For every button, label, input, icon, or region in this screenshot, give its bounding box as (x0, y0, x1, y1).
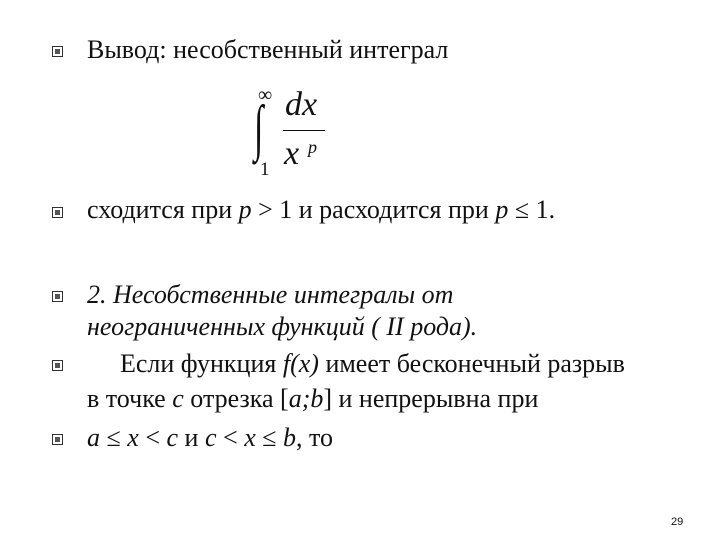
integral-upper-limit: ∞ (258, 84, 273, 106)
var-p: p (238, 195, 252, 224)
var-x: x (244, 423, 256, 452)
conclusion-text: Вывод: несобственный интеграл (87, 35, 449, 64)
inequality-line (87, 422, 333, 454)
var-a: a (87, 423, 100, 452)
section-heading-line1: 2. Несобственные интегралы от (87, 280, 454, 309)
text-seg: в точке (87, 384, 173, 413)
text-seg: > 1 и расходится при (251, 195, 496, 224)
var-p: p (495, 195, 509, 224)
fraction-numerator: dx (285, 86, 318, 123)
var-b: b (283, 423, 297, 452)
text-seg: отрезка [ (183, 384, 289, 413)
text-seg: ≤ (255, 423, 284, 452)
integral-sign: ∫ (254, 94, 264, 162)
section-heading-continuation (87, 311, 477, 343)
page-number: 29 (671, 516, 684, 528)
conclusion-heading (87, 34, 448, 66)
var-x: x (127, 423, 139, 452)
fraction-bar (283, 130, 325, 131)
var-ab: a;b (288, 384, 324, 413)
text-seg: ≤ (100, 423, 128, 452)
section-heading-line2: неограниченных функций ( II рода). (87, 312, 478, 341)
bullet-icon (52, 360, 63, 371)
convergence-statement (87, 194, 555, 226)
bullet-icon (52, 291, 63, 302)
text-seg: имеет бесконечный разрыв (318, 349, 625, 378)
var-c: c (166, 423, 179, 452)
text-seg: ≤ 1. (508, 195, 556, 224)
bullet-icon (52, 434, 63, 445)
text-seg: сходится при (87, 195, 239, 224)
fraction-denominator-exponent: p (308, 137, 317, 157)
improper-integral-formula (250, 85, 340, 180)
bullet-icon (52, 207, 63, 218)
var-fx: f(x) (282, 349, 319, 378)
text-seg: < (138, 423, 167, 452)
text-seg: Если функция (120, 349, 283, 378)
section-heading (87, 279, 453, 311)
text-seg: < (216, 423, 245, 452)
text-seg: и (178, 423, 205, 452)
fraction-denominator-base: x (284, 135, 300, 172)
var-c: c (172, 384, 184, 413)
integral-lower-limit: 1 (260, 159, 270, 180)
bullet-icon (52, 46, 63, 57)
text-seg: , то (296, 423, 334, 452)
var-c: c (204, 423, 217, 452)
text-seg: ] и непрерывна при (323, 384, 539, 413)
definition-paragraph (120, 348, 625, 380)
definition-paragraph-continuation (87, 383, 538, 415)
